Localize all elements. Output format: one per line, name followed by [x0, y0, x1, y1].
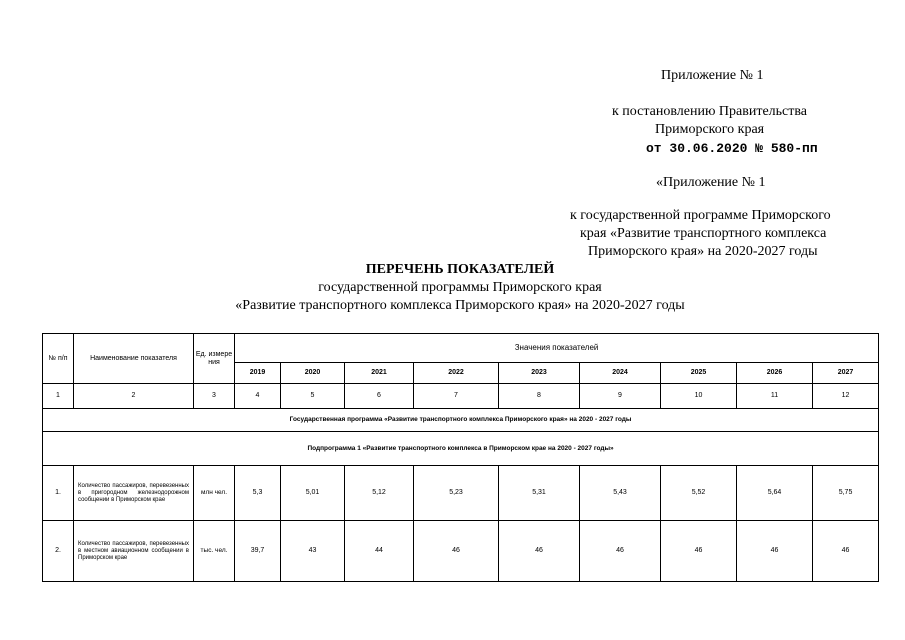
document-subtitle-2: «Развитие транспортного комплекса Приморского края» на 2020-2027 годы: [235, 298, 685, 313]
header-unit: Ед. измере ния: [194, 334, 235, 384]
index-cell: 3: [194, 384, 235, 409]
value-cell: 5,43: [580, 466, 661, 521]
value-cell: 5,31: [499, 466, 580, 521]
value-cell: 46: [499, 521, 580, 582]
value-cell: 5,52: [661, 466, 737, 521]
value-cell: 5,75: [813, 466, 879, 521]
resolution-line-1: к постановлению Правительства: [612, 104, 808, 119]
index-cell: 4: [235, 384, 281, 409]
index-cell: 11: [737, 384, 813, 409]
index-cell: 1: [43, 384, 74, 409]
resolution-line-2: Приморского края: [655, 122, 765, 137]
indicator-name: Количество пассажиров, перевезенных в пригородном железнодорожном сообщении в Приморском крае: [74, 466, 194, 521]
program-line-2: края «Развитие транспортного комплекса: [580, 226, 827, 241]
value-cell: 44: [345, 521, 414, 582]
value-cell: 5,01: [281, 466, 345, 521]
indicator-unit: млн чел.: [194, 466, 235, 521]
value-cell: 46: [661, 521, 737, 582]
table-row: [43, 466, 879, 521]
index-cell: 10: [661, 384, 737, 409]
program-row: Государственная программа «Развитие транспортного комплекса Приморского края» на 2020 - 2027 годы: [43, 409, 879, 432]
index-cell: 6: [345, 384, 414, 409]
subprogram-row: Подпрограмма 1 «Развитие транспортного комплекса в Приморском крае на 2020 - 2027 годы»: [43, 432, 879, 466]
header-num: № п/п: [43, 334, 74, 384]
document-title: ПЕРЕЧЕНЬ ПОКАЗАТЕЛЕЙ: [365, 262, 555, 277]
index-cell: 2: [74, 384, 194, 409]
document-subtitle-1: государственной программы Приморского края: [318, 280, 602, 295]
index-cell: 7: [414, 384, 499, 409]
indicator-name: Количество пассажиров, перевезенных в местном авиационном сообщении в Приморском крае: [74, 521, 194, 582]
row-num: 1.: [43, 466, 74, 521]
year-cell: 2027: [813, 363, 879, 384]
program-appendix-label: «Приложение № 1: [656, 175, 766, 190]
index-cell: 8: [499, 384, 580, 409]
table-row: [43, 521, 879, 582]
appendix-label: Приложение № 1: [661, 68, 764, 83]
year-cell: 2026: [737, 363, 813, 384]
value-cell: 5,3: [235, 466, 281, 521]
value-cell: 39,7: [235, 521, 281, 582]
year-cell: 2023: [499, 363, 580, 384]
value-cell: 46: [414, 521, 499, 582]
index-cell: 12: [813, 384, 879, 409]
value-cell: 5,12: [345, 466, 414, 521]
value-cell: 46: [580, 521, 661, 582]
value-cell: 46: [813, 521, 879, 582]
row-num: 2.: [43, 521, 74, 582]
index-cell: 5: [281, 384, 345, 409]
year-cell: 2021: [345, 363, 414, 384]
year-cell: 2025: [661, 363, 737, 384]
indicators-table: [42, 333, 879, 582]
value-cell: 43: [281, 521, 345, 582]
header-values: Значения показателей: [235, 334, 879, 363]
resolution-date: от 30.06.2020 № 580-пп: [646, 141, 818, 156]
value-cell: 5,64: [737, 466, 813, 521]
value-cell: 5,23: [414, 466, 499, 521]
year-cell: 2020: [281, 363, 345, 384]
index-cell: 9: [580, 384, 661, 409]
program-line-1: к государственной программе Приморского: [570, 208, 831, 223]
year-cell: 2019: [235, 363, 281, 384]
value-cell: 46: [737, 521, 813, 582]
year-cell: 2024: [580, 363, 661, 384]
indicator-unit: тыс. чел.: [194, 521, 235, 582]
year-cell: 2022: [414, 363, 499, 384]
program-line-3: Приморского края» на 2020-2027 годы: [588, 244, 818, 259]
header-name: Наименование показателя: [74, 334, 194, 384]
